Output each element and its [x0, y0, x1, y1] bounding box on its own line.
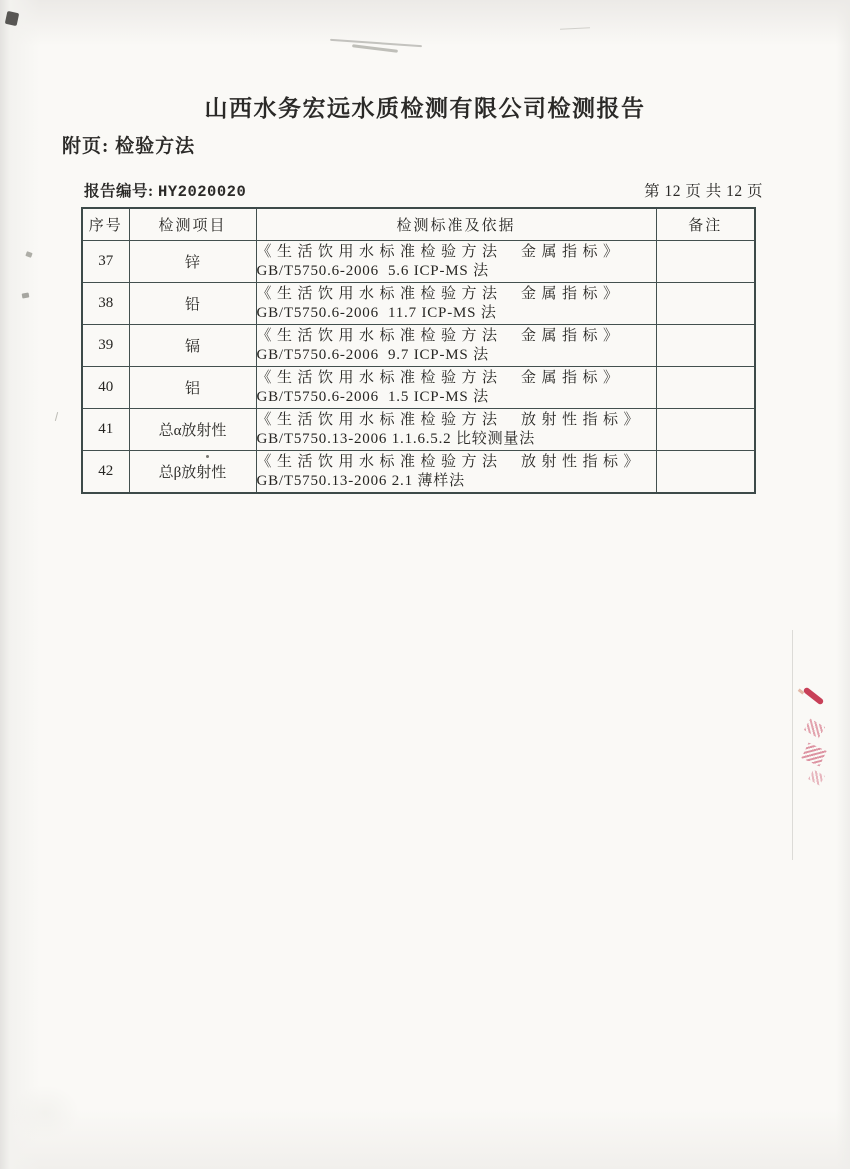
column-header-item: 检测项目	[129, 208, 256, 241]
test-item-cell: 镉	[129, 325, 256, 367]
table-row	[82, 325, 755, 367]
remark-cell	[656, 451, 755, 494]
standard-method-line: GB/T5750.13-2006 1.1.6.5.2 比较测量法	[256, 431, 536, 447]
test-item-cell: 铝	[129, 367, 256, 409]
row-number-cell: 38	[82, 283, 129, 325]
attachment-subtitle: 附页: 检验方法	[62, 136, 196, 157]
report-number-label: 报告编号:	[84, 183, 154, 200]
page-edge-line	[792, 630, 793, 860]
row-number-cell: 37	[82, 241, 129, 283]
remark-cell	[656, 325, 755, 367]
scan-speck	[22, 292, 30, 298]
table-header-row	[82, 208, 755, 241]
table-row	[82, 451, 755, 494]
scan-smudge	[560, 27, 590, 30]
standard-cell	[256, 283, 656, 325]
table-row	[82, 241, 755, 283]
table-row	[82, 367, 755, 409]
standard-title-line: 《生活饮用水标准检验方法 金属指标》	[256, 328, 624, 344]
row-number-cell: 40	[82, 367, 129, 409]
scan-speck	[55, 412, 58, 421]
standard-cell	[256, 451, 656, 494]
scan-smudge	[352, 44, 398, 53]
standard-method-line: GB/T5750.6-2006 1.5 ICP-MS 法	[256, 389, 489, 405]
standard-method-line: GB/T5750.6-2006 5.6 ICP-MS 法	[256, 263, 489, 279]
standard-method-line: GB/T5750.6-2006 11.7 ICP-MS 法	[256, 305, 497, 321]
report-number-value: HY2020020	[158, 183, 247, 201]
standard-cell	[256, 367, 656, 409]
standard-title-line: 《生活饮用水标准检验方法 金属指标》	[256, 244, 624, 260]
red-stamp-mark	[808, 769, 825, 785]
page-indicator: 第 12 页 共 12 页	[644, 183, 763, 200]
test-item-cell: 铅	[129, 283, 256, 325]
row-number-cell: 39	[82, 325, 129, 367]
scan-speck	[25, 251, 32, 258]
row-number-cell: 42	[82, 451, 129, 494]
test-item-cell: 总β放射性	[129, 451, 256, 494]
standard-cell	[256, 325, 656, 367]
red-stamp-mark	[801, 743, 826, 767]
table-row	[82, 283, 755, 325]
column-header-standard: 检测标准及依据	[256, 208, 656, 241]
standard-method-line: GB/T5750.13-2006 2.1 薄样法	[256, 473, 465, 489]
table-row	[82, 409, 755, 451]
standard-cell	[256, 241, 656, 283]
report-number	[84, 179, 246, 201]
standard-title-line: 《生活饮用水标准检验方法 金属指标》	[256, 370, 624, 386]
red-stamp-mark	[798, 688, 805, 694]
scan-blotch	[10, 1085, 80, 1140]
test-methods-table	[81, 207, 756, 494]
meta-line	[84, 179, 763, 201]
red-stamp-mark	[804, 719, 825, 739]
page-title: 山西水务宏远水质检测有限公司检测报告	[204, 96, 646, 121]
red-stamp-mark	[803, 687, 825, 706]
remark-cell	[656, 241, 755, 283]
standard-method-line: GB/T5750.6-2006 9.7 ICP-MS 法	[256, 347, 489, 363]
standard-title-line: 《生活饮用水标准检验方法 放射性指标》	[256, 454, 645, 470]
test-item-cell: 总α放射性	[129, 409, 256, 451]
remark-cell	[656, 283, 755, 325]
column-header-no: 序号	[82, 208, 129, 241]
row-number-cell: 41	[82, 409, 129, 451]
remark-cell	[656, 409, 755, 451]
standard-title-line: 《生活饮用水标准检验方法 金属指标》	[256, 286, 624, 302]
scan-smudge	[330, 39, 422, 47]
column-header-remark: 备注	[656, 208, 755, 241]
standard-title-line: 《生活饮用水标准检验方法 放射性指标》	[256, 412, 645, 428]
scan-corner-spot	[5, 11, 19, 26]
test-item-cell: 锌	[129, 241, 256, 283]
standard-cell	[256, 409, 656, 451]
remark-cell	[656, 367, 755, 409]
